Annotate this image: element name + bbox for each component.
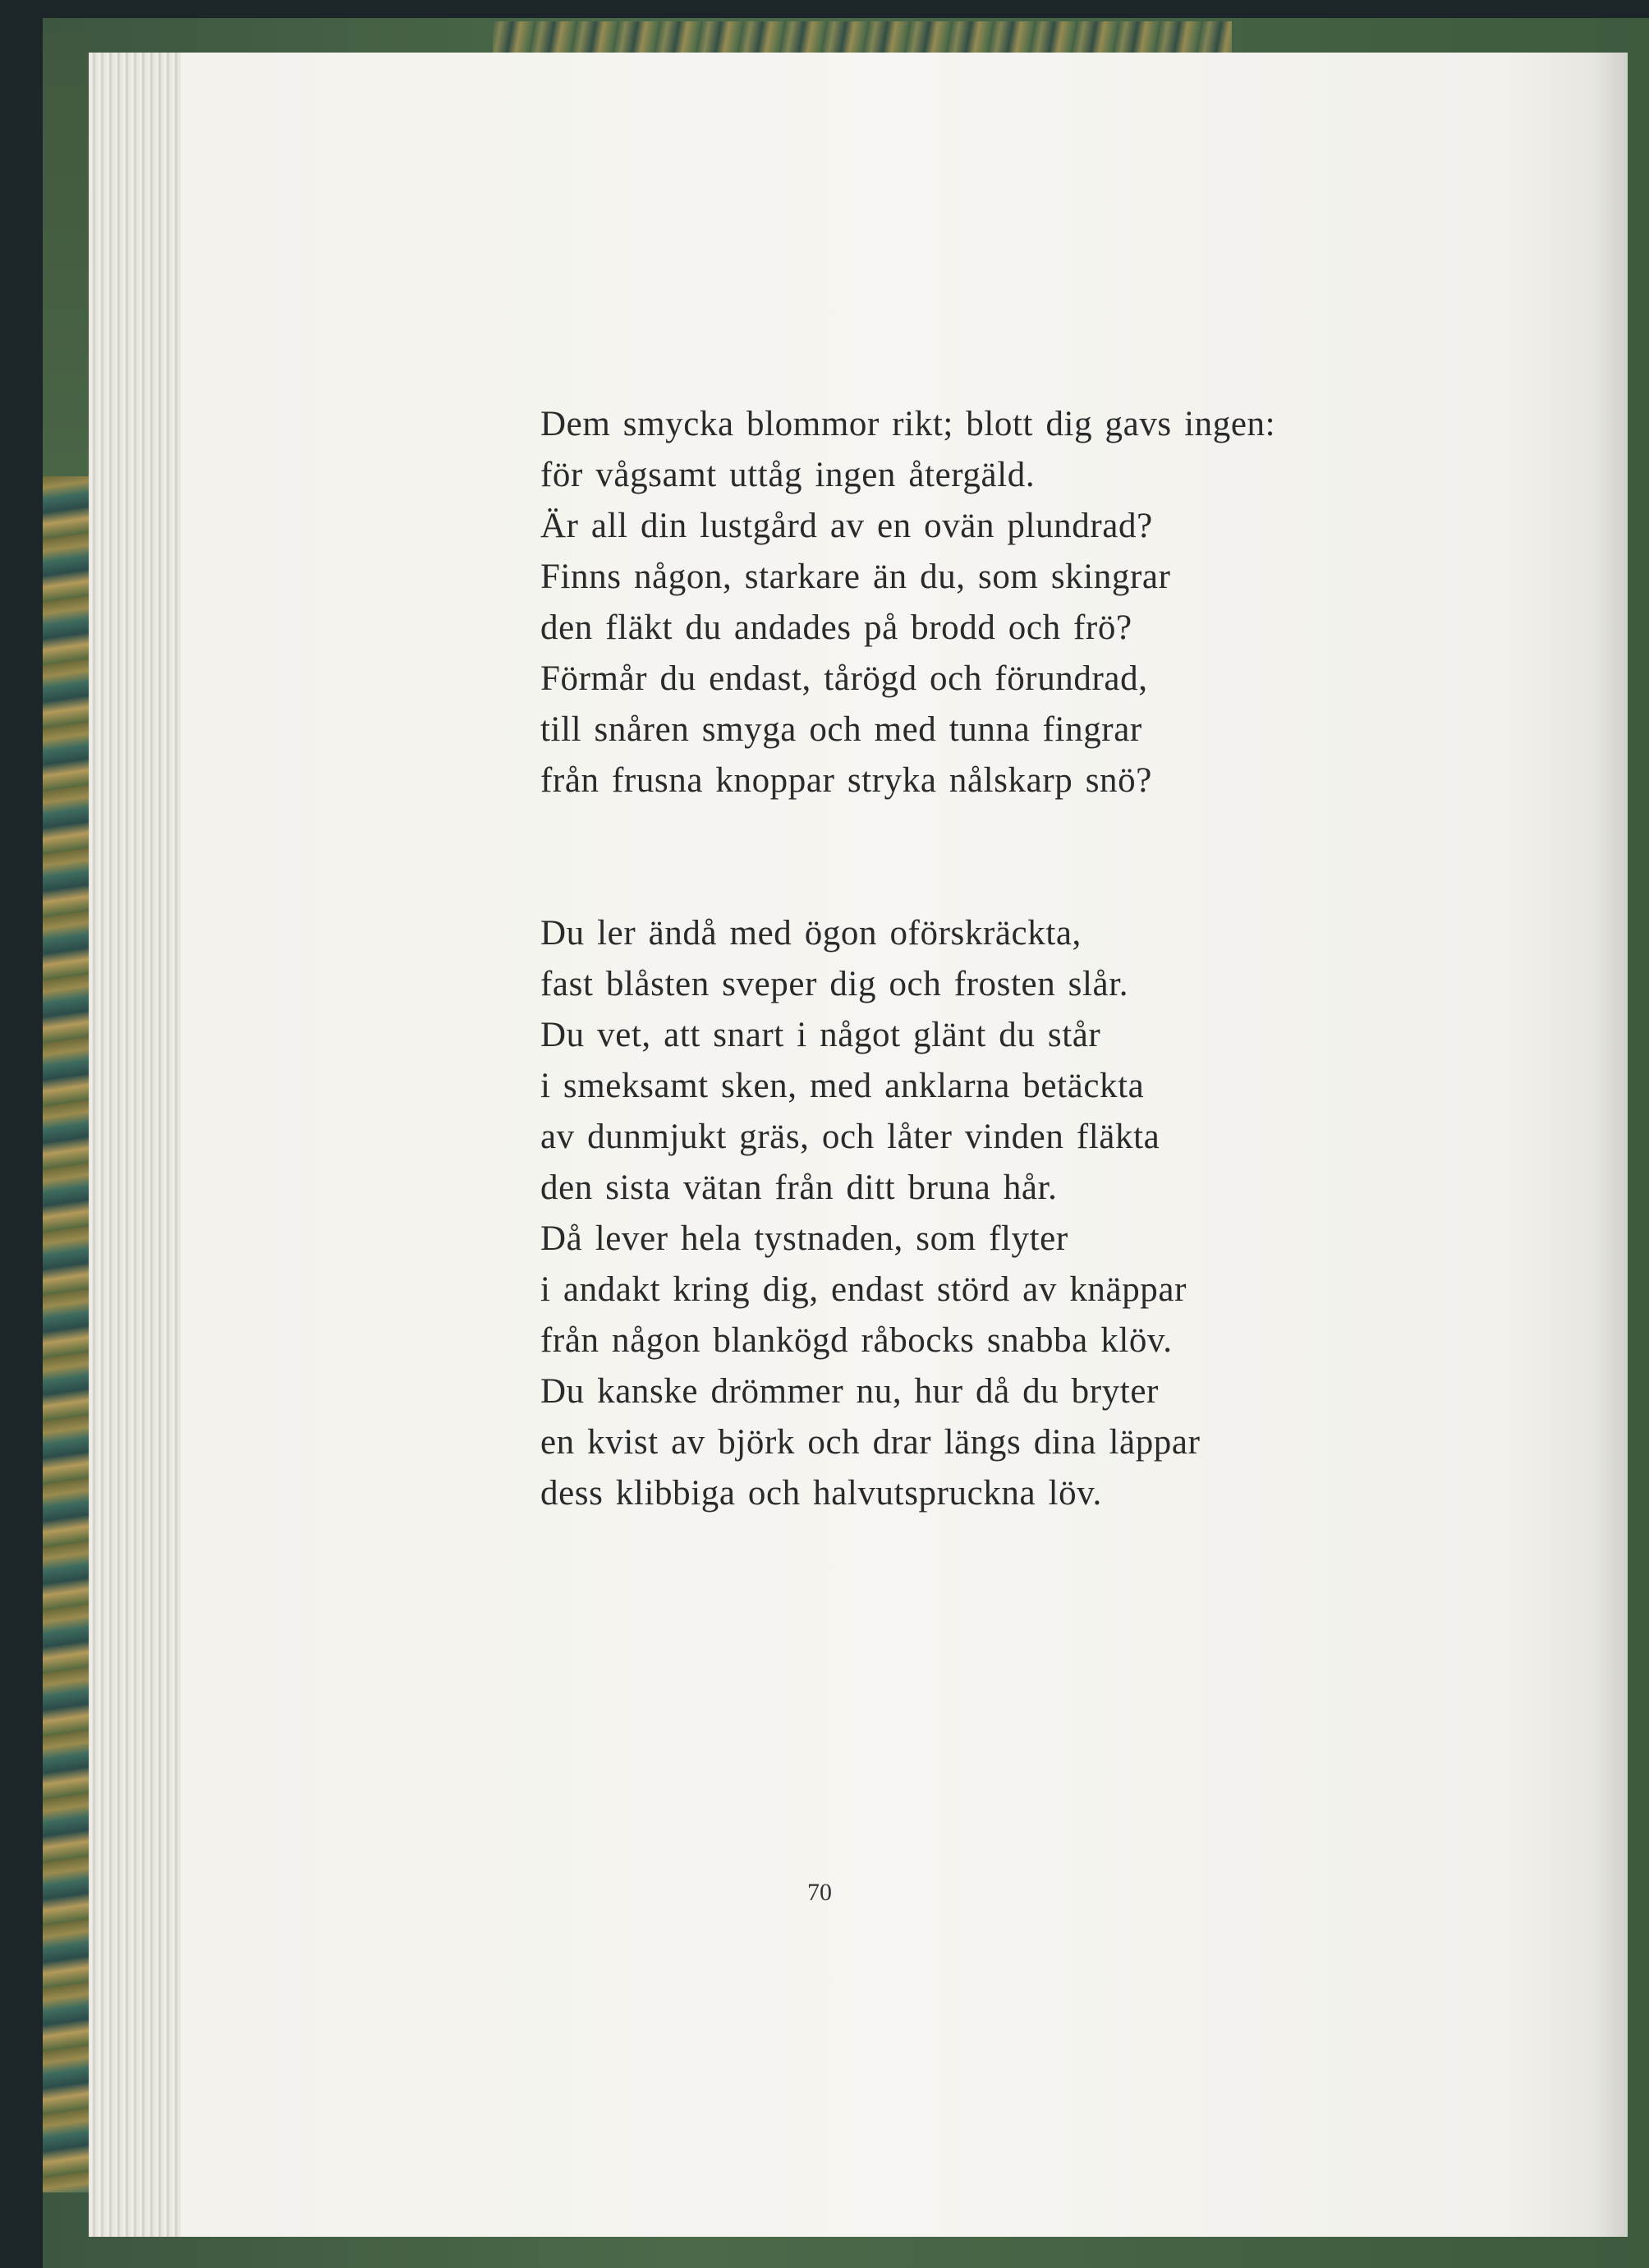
page-edges (89, 53, 186, 2237)
poem-line: Är all din lustgård av en ovän plundrad? (540, 507, 1153, 545)
poem-line: för vågsamt uttåg ingen återgäld. (540, 456, 1036, 494)
poem-line: Du ler ändå med ögon oförskräckta, (540, 914, 1082, 953)
poem-line: en kvist av björk och drar längs dina läppar (540, 1423, 1201, 1462)
poem-line: dess klibbiga och halvutspruckna löv. (540, 1474, 1102, 1513)
poem-line: Du vet, att snart i något glänt du står (540, 1016, 1101, 1054)
marbled-edge (43, 476, 90, 2192)
cover-spine (43, 33, 90, 476)
poem-line: från någon blankögd råbocks snabba klöv. (540, 1321, 1173, 1360)
poem-line: i andakt kring dig, endast störd av knäppar (540, 1270, 1187, 1309)
poem-line: till snåren smyga och med tunna fingrar (540, 710, 1142, 749)
page-number: 70 (807, 1879, 832, 1906)
poem-line: Dem smycka blommor rikt; blott dig gavs ingen: (540, 405, 1276, 443)
poem-line: från frusna knoppar stryka nålskarp snö? (540, 761, 1152, 800)
poem-line: den fläkt du andades på brodd och frö? (540, 608, 1132, 647)
book-page (181, 53, 1628, 2237)
poem-line: fast blåsten sveper dig och frosten slår. (540, 965, 1129, 1003)
poem-line: av dunmjukt gräs, och låter vinden fläkta (540, 1118, 1160, 1156)
poem-line: den sista vätan från ditt bruna hår. (540, 1168, 1058, 1207)
stanza-1 (540, 399, 1633, 806)
stanza-2 (540, 908, 1633, 1519)
poem-line: i smeksamt sken, med anklarna betäckta (540, 1067, 1145, 1105)
poem-line: Du kanske drömmer nu, hur då du bryter (540, 1372, 1159, 1411)
poem-text (540, 399, 1633, 1519)
poem-line: Finns någon, starkare än du, som skingrar (540, 558, 1171, 596)
poem-line: Då lever hela tystnaden, som flyter (540, 1219, 1068, 1258)
poem-line: Förmår du endast, tårögd och förundrad, (540, 659, 1148, 698)
